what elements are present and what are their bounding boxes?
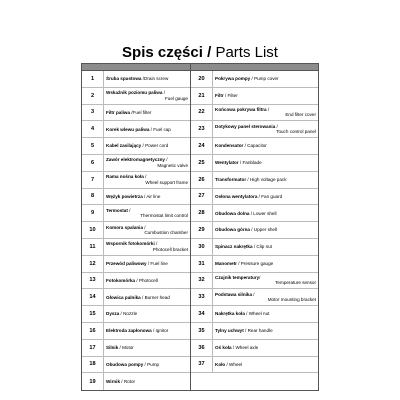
table-row: [82, 105, 190, 122]
parts-column-right: [191, 71, 318, 390]
part-description: [213, 239, 318, 255]
part-name-polish: Obudowa górna: [215, 227, 250, 233]
part-description: [104, 239, 190, 255]
part-number: 7: [82, 172, 104, 188]
part-name-english: /Drain screw: [141, 76, 169, 82]
part-name-english: / Ignitor: [151, 328, 169, 334]
part-description: [104, 172, 190, 188]
part-description: [213, 105, 318, 121]
part-name-polish: Rama nośna koła: [106, 174, 144, 180]
part-name-english: /Fuel filter: [130, 109, 152, 115]
table-row: [191, 222, 318, 239]
table-row: [191, 105, 318, 122]
part-name-english: / Burner head: [140, 294, 170, 300]
part-description-line: [106, 311, 188, 316]
part-description: [104, 71, 190, 87]
part-description: [104, 256, 190, 272]
part-description: [104, 273, 190, 289]
part-name-polish: Manometr: [215, 260, 237, 266]
part-description: [213, 256, 318, 272]
part-number: 10: [82, 222, 104, 238]
part-description: [213, 172, 318, 188]
part-name-polish: Transformator: [215, 176, 247, 182]
part-name-english: / Fuel cap: [149, 126, 171, 132]
part-name-polish: Wskaźnik poziomu paliwa: [106, 90, 163, 96]
part-number: 8: [82, 189, 104, 205]
part-name-english: /: [127, 207, 131, 213]
part-description: [213, 357, 318, 373]
part-number: 26: [191, 172, 213, 188]
part-description: [104, 189, 190, 205]
part-name-english: / Fan guard: [257, 193, 283, 199]
part-description: [213, 88, 318, 104]
part-number: 3: [82, 105, 104, 121]
part-name-polish: Fotokomórka: [106, 277, 136, 283]
part-description: [104, 306, 190, 322]
part-name-english: /: [266, 107, 270, 113]
part-description: [213, 71, 318, 87]
part-name-polish: Kondensator: [215, 143, 244, 149]
part-description-line: [106, 278, 188, 283]
table-body: [82, 71, 318, 390]
part-name-polish: Wentylator: [215, 160, 239, 166]
table-row: [191, 357, 318, 374]
title-separator: /: [202, 44, 216, 61]
part-name-english: / Wheel axle: [231, 344, 259, 350]
table-row: [191, 289, 318, 306]
part-name-english: / Rear handle: [243, 328, 273, 334]
part-description: [213, 323, 318, 339]
part-description-line: [215, 160, 316, 165]
part-name-english: / Pump: [143, 361, 160, 367]
part-name-english: / Photocell: [135, 277, 158, 283]
part-name-english: /: [164, 157, 168, 163]
part-name-polish: Głowica palnika: [106, 294, 141, 300]
part-description: [104, 138, 190, 154]
part-name-english-continued: Motor mounting bracket: [267, 297, 316, 303]
table-row: [82, 121, 190, 138]
part-description: [213, 189, 318, 205]
part-name-polish: Końcowa pokrywa filtra: [215, 107, 267, 113]
part-number: 36: [191, 340, 213, 356]
part-description: [104, 357, 190, 373]
table-row: [191, 71, 318, 88]
table-row: [82, 289, 190, 306]
part-description-line: [106, 76, 188, 81]
table-row: [82, 323, 190, 340]
part-name-english-continued: Cumbustion chamber: [144, 230, 188, 236]
part-number: 17: [82, 340, 104, 356]
part-name-english: / Power cord: [141, 143, 169, 149]
part-description: [213, 222, 318, 238]
part-name-polish: Oś koła: [215, 344, 232, 350]
part-description: [104, 323, 190, 339]
part-name-polish: Dotykowy panel sterowania: [215, 123, 276, 129]
part-name-polish: Filtr paliwa: [106, 109, 130, 115]
part-number: 37: [191, 357, 213, 373]
part-name-english: /: [259, 275, 261, 281]
part-name-polish: Czujnik temperatury: [215, 275, 260, 281]
table-row: [191, 205, 318, 222]
part-name-english: / Nozzle: [119, 311, 138, 317]
table-row: [191, 88, 318, 105]
part-number: 25: [191, 155, 213, 171]
part-name-english: / Upper shell: [249, 227, 278, 233]
table-row: [82, 340, 190, 357]
part-description: [104, 88, 190, 104]
part-name-polish: Elektroda zapłonowa: [106, 328, 152, 334]
part-name-english-continued: Wheel support frame: [145, 179, 188, 185]
part-description-line: [215, 76, 316, 81]
title-english: Parts List: [215, 44, 278, 61]
part-number: 31: [191, 256, 213, 272]
part-number: 22: [191, 105, 213, 121]
table-row: [82, 71, 190, 88]
part-name-polish: Komora spalania: [106, 224, 144, 230]
part-number: 27: [191, 189, 213, 205]
table-row: [82, 172, 190, 189]
part-name-english-continued: Touch control panel: [276, 129, 316, 135]
table-row: [191, 306, 318, 323]
header-bar-left: [82, 64, 191, 70]
part-name-english: /: [162, 90, 165, 96]
table-row: [191, 323, 318, 340]
part-description: [213, 155, 318, 171]
part-description: [104, 340, 190, 356]
part-name-polish: Korek wlewu paliwa: [106, 126, 150, 132]
part-name-polish: Podstawa silnika: [215, 291, 253, 297]
part-number: 2: [82, 88, 104, 104]
table-row: [82, 239, 190, 256]
parts-column-left: [82, 71, 191, 390]
part-description-line: [215, 143, 316, 148]
part-name-english-continued: End filter cover: [285, 112, 316, 118]
part-number: 4: [82, 121, 104, 137]
table-row: [191, 189, 318, 206]
part-number: 6: [82, 155, 104, 171]
part-name-english: /: [275, 123, 278, 129]
part-number: 20: [191, 71, 213, 87]
part-name-english: / Filter: [223, 92, 238, 98]
table-row: [82, 222, 190, 239]
part-number: 21: [191, 88, 213, 104]
part-name-english-continued: Fuel gauge: [165, 95, 188, 101]
part-description-line: [215, 362, 316, 367]
part-name-english: / Fanblade: [238, 160, 262, 166]
part-description: [213, 340, 318, 356]
part-description-line: [106, 110, 188, 115]
part-number: 28: [191, 205, 213, 221]
part-name-polish: Wężyk powietrza: [106, 193, 143, 199]
part-name-polish: Osłona wentylatora: [215, 193, 258, 199]
part-number: 24: [191, 138, 213, 154]
part-description-line: [215, 211, 316, 216]
part-number: 12: [82, 256, 104, 272]
part-name-english: /: [154, 241, 158, 247]
part-number: 13: [82, 273, 104, 289]
part-name-english: / Wheel nut: [244, 311, 270, 317]
table-row: [191, 172, 318, 189]
part-number: 18: [82, 357, 104, 373]
part-description-line: [106, 295, 188, 300]
part-description: [104, 289, 190, 305]
part-name-english: / Clip nut: [252, 244, 272, 250]
table-row: [191, 121, 318, 138]
part-description: [213, 306, 318, 322]
part-description: [104, 155, 190, 171]
part-description-line: [106, 143, 188, 148]
part-description: [213, 121, 318, 137]
table-row: [191, 373, 318, 390]
part-name-english: / Lower shell: [249, 210, 277, 216]
part-description: [104, 205, 190, 221]
part-description-line: [215, 227, 316, 232]
part-description: [213, 273, 318, 289]
part-number: 35: [191, 323, 213, 339]
part-name-polish: Obudowa dolna: [215, 210, 250, 216]
table-row: [191, 256, 318, 273]
part-number: 9: [82, 205, 104, 221]
part-number: 34: [191, 306, 213, 322]
table-row: [82, 256, 190, 273]
part-description-line: [215, 328, 316, 333]
part-description: [213, 138, 318, 154]
part-description-line: [106, 261, 188, 266]
header-bar-right: [191, 64, 318, 70]
part-description-line: [215, 93, 316, 98]
part-description: [213, 205, 318, 221]
part-name-polish: Obudowa pompy: [106, 361, 144, 367]
part-description: [213, 289, 318, 305]
part-name-polish: Termostat: [106, 207, 128, 213]
part-description-line: [106, 345, 188, 350]
table-row: [191, 340, 318, 357]
part-number: 32: [191, 273, 213, 289]
table-row: [82, 155, 190, 172]
table-row: [191, 138, 318, 155]
table-row: [82, 189, 190, 206]
part-name-polish: Koło: [215, 361, 226, 367]
part-name-polish: Przewód paliwowy: [106, 260, 147, 266]
part-description-line: [106, 379, 188, 384]
table-header-bar: [82, 64, 318, 71]
part-name-polish: Zawór elektromagnetyczny: [106, 157, 165, 163]
part-name-polish: Wspornik fotokomórki: [106, 241, 155, 247]
table-row: [82, 306, 190, 323]
part-name-english: / Wheel: [225, 361, 243, 367]
table-row: [82, 273, 190, 290]
part-description-line: [215, 194, 316, 199]
parts-table: [81, 63, 319, 391]
part-name-polish: Dysza: [106, 311, 120, 317]
part-description-line: [106, 328, 188, 333]
table-row: [191, 239, 318, 256]
part-number: 29: [191, 222, 213, 238]
page-title: [0, 44, 400, 62]
part-description-line: [106, 194, 188, 199]
part-description: [104, 222, 190, 238]
part-description-line: [106, 127, 188, 132]
part-name-english: / Rotor: [120, 379, 136, 385]
part-number: 11: [82, 239, 104, 255]
part-number: 1: [82, 71, 104, 87]
part-number: 5: [82, 138, 104, 154]
part-number: 14: [82, 289, 104, 305]
table-row: [191, 273, 318, 290]
table-row: [82, 138, 190, 155]
part-description-line: [215, 177, 316, 182]
part-name-english: / High voltage pack: [246, 176, 287, 182]
part-number: 30: [191, 239, 213, 255]
part-name-english-continued: Thermostat limit control: [140, 213, 188, 219]
part-number: 23: [191, 121, 213, 137]
part-name-polish: Silnik: [106, 344, 119, 350]
part-name-polish: Tylny uchwyt: [215, 328, 244, 334]
table-row: [82, 88, 190, 105]
part-name-english: / Air line: [142, 193, 161, 199]
table-row: [82, 205, 190, 222]
part-name-english: /: [143, 224, 146, 230]
table-row: [82, 373, 190, 390]
part-name-polish: Pokrywa pompy: [215, 76, 251, 82]
part-name-english: / Fuel line: [146, 260, 168, 266]
part-number: 16: [82, 323, 104, 339]
part-name-polish: Kabel zasilający: [106, 143, 142, 149]
part-name-english: /: [143, 174, 147, 180]
part-description-line: [215, 345, 316, 350]
part-description-line: [215, 261, 316, 266]
part-name-polish: Nakrętka koła: [215, 311, 245, 317]
table-row: [82, 357, 190, 374]
part-name-english: / Pressure gauge: [236, 260, 274, 266]
part-description: [104, 121, 190, 137]
part-description: [104, 105, 190, 121]
part-number: 19: [82, 373, 104, 390]
part-description-line: [215, 311, 316, 316]
part-name-polish: Filtr: [215, 92, 224, 98]
title-polish: Spis części: [122, 44, 203, 61]
part-name-english-continued: Photocell bracket: [152, 246, 188, 252]
part-name-english: /: [252, 291, 255, 297]
part-description-line: [106, 362, 188, 367]
table-row: [191, 155, 318, 172]
part-name-english-continued: Temperature sensor: [275, 280, 316, 286]
part-name-english: / Capacitor: [243, 143, 267, 149]
part-description: [104, 373, 190, 390]
part-description-line: [215, 244, 316, 249]
part-name-polish: Śruba spustowa: [106, 76, 142, 82]
part-name-polish: Wirnik: [106, 379, 120, 385]
part-name-english-continued: Magnetic valve: [157, 162, 188, 168]
part-name-english: / Motor: [118, 344, 134, 350]
part-name-english: / Pump cover: [250, 76, 279, 82]
part-number: 15: [82, 306, 104, 322]
part-number: 33: [191, 289, 213, 305]
part-name-polish: Spinacz nakrętka: [215, 244, 253, 250]
